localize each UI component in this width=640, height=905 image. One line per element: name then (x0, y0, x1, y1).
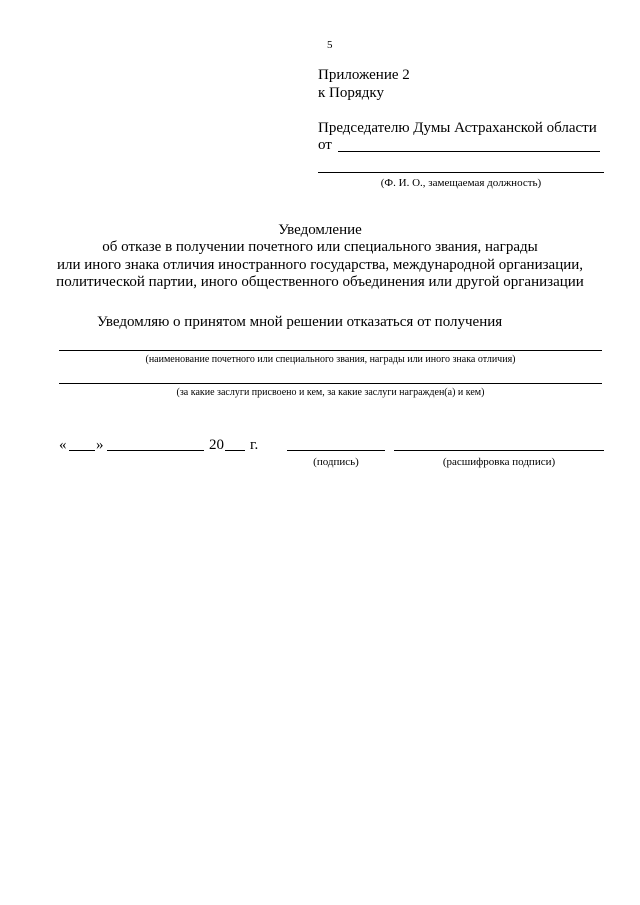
signature-line[interactable] (287, 450, 385, 451)
addressee-from-label: от (318, 137, 332, 153)
document-subtitle-line-3: политической партии, иного общественного объединения или другой организации (56, 274, 584, 290)
date-day-line[interactable] (69, 450, 95, 451)
appendix-title: Приложение 2 (318, 67, 410, 83)
from-fill-line-2[interactable] (318, 172, 604, 173)
award-name-hint: (наименование почетного или специального звания, награды или иного знака отличия) (145, 354, 516, 365)
date-month-line[interactable] (107, 450, 204, 451)
page-number: 5 (327, 39, 333, 51)
award-name-line[interactable] (59, 350, 602, 351)
from-fill-line[interactable] (338, 151, 600, 152)
statement-text: Уведомляю о принятом мной решении отказаться от получения (97, 314, 503, 330)
appendix-subtitle: к Порядку (318, 85, 384, 101)
signature-decode-hint: (расшифровка подписи) (442, 456, 556, 468)
document-subtitle-line-1: об отказе в получении почетного или специального звания, награды (102, 239, 538, 255)
date-year-suffix: г. (250, 437, 259, 453)
date-year-line[interactable] (225, 450, 245, 451)
addressee-to: Председателю Думы Астраханской области (318, 120, 597, 136)
document-title: Уведомление (278, 222, 362, 238)
merits-hint: (за какие заслуги присвоено и кем, за какие заслуги награжден(а) и кем) (176, 387, 485, 398)
merits-line[interactable] (59, 383, 602, 384)
document-subtitle-line-2: или иного знака отличия иностранного государства, международной организации, (56, 257, 584, 273)
signature-hint: (подпись) (313, 456, 359, 468)
signature-decode-line[interactable] (394, 450, 604, 451)
addressee-hint: (Ф. И. О., замещаемая должность) (380, 177, 542, 189)
date-quote-open: « (59, 437, 67, 453)
date-year-prefix: 20 (209, 437, 224, 453)
date-quote-close: » (96, 437, 104, 453)
